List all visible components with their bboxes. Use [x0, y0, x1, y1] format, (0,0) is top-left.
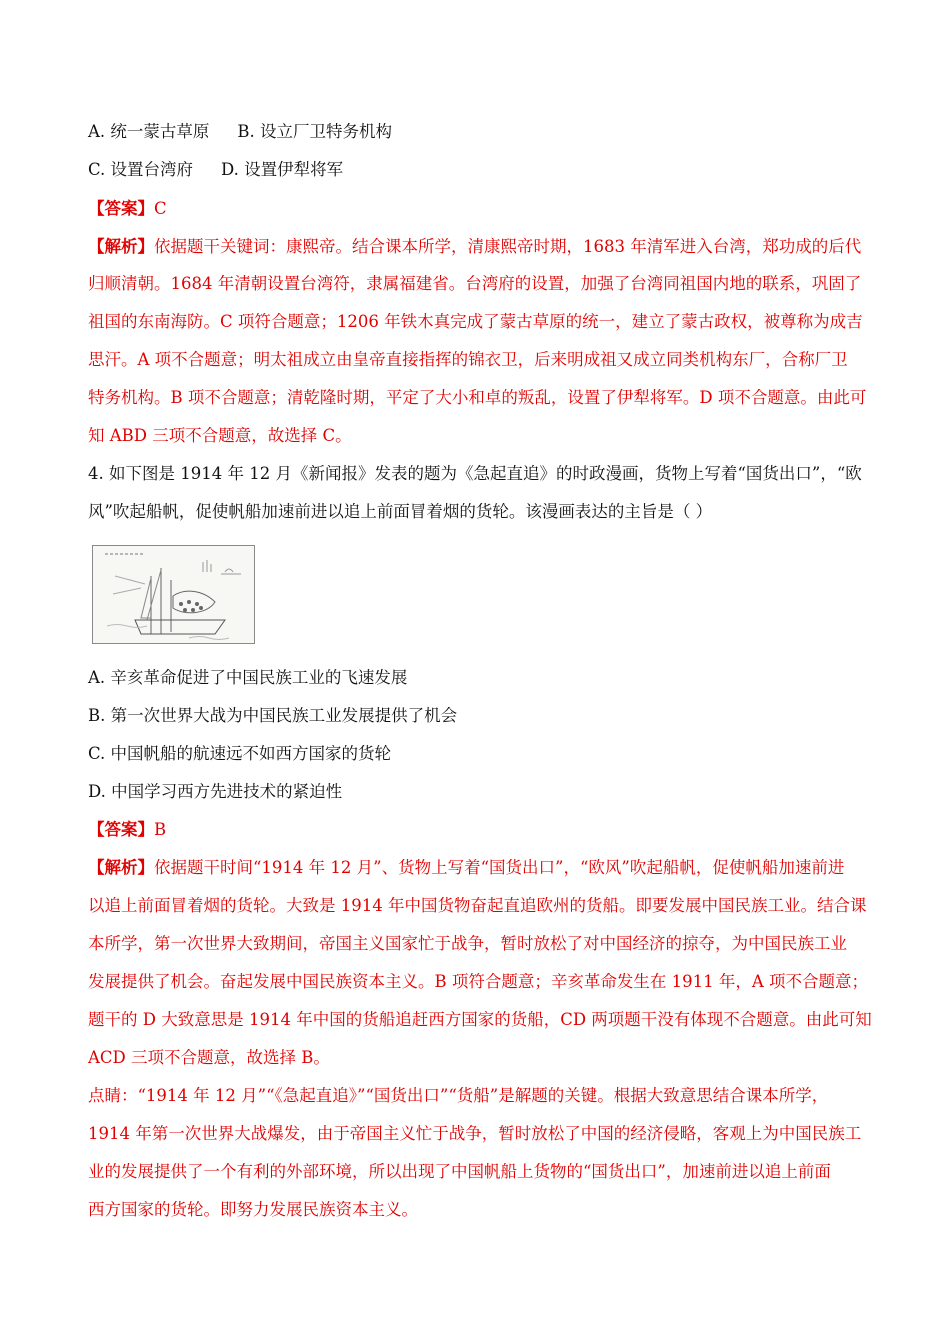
q4-tip-line-1: 点睛：“1914 年 12 月”“《急起直追》”“国货出口”“货船”是解题的关键。根据大致意思结合课本所学，: [88, 1086, 829, 1105]
q4-tip-line-2: 1914 年第一次世界大战爆发，由于帝国主义忙于战争，暂时放松了中国的经济侵略，客观上为中国民族工: [88, 1124, 862, 1143]
q3-answer: [88, 198, 167, 220]
q4-option-c: C. 中国帆船的航速远不如西方国家的货轮: [88, 744, 392, 763]
q4-analysis-line-5: 题干的 D 大致意思是 1914 年中国的货船追赶西方国家的货船，CD 两项题干没有体现不合题意。由此可知: [88, 1010, 872, 1029]
q3-analysis-line-2: 归顺清朝。1684 年清朝设置台湾符，隶属福建省。台湾府的设置，加强了台湾同祖国内地的联系，巩固了: [88, 274, 862, 293]
q4-option-a: A. 辛亥革命促进了中国民族工业的飞速发展: [88, 668, 408, 687]
q4-analysis-line-3: 本所学，第一次世界大致期间，帝国主义国家忙于战争，暂时放松了对中国经济的掠夺，为中国民族工业: [88, 934, 847, 953]
cartoon-image: [92, 545, 255, 644]
q4-tip-line-4: 西方国家的货轮。即努力发展民族资本主义。: [88, 1200, 418, 1219]
q4-analysis-line-4: 发展提供了机会。奋起发展中国民族资本主义。B 项符合题意；辛亥革命发生在 1911 年，A 项不合题意；: [88, 972, 869, 991]
q3-analysis-line-1: [88, 236, 861, 258]
q3-analysis-line-5: 特务机构。B 项不合题意；清乾隆时期，平定了大小和卓的叛乱，设置了伊犁将军。D 项不合题意。由此可: [88, 388, 867, 407]
q4-option-b: B. 第一次世界大战为中国民族工业发展提供了机会: [88, 706, 458, 725]
sailboat-cartoon-drawing: [93, 546, 254, 643]
q4-answer-tag: 【答案】: [88, 820, 154, 839]
q3-answer-tag: 【答案】: [88, 199, 154, 218]
q3-option-d: D. 设置伊犁将军: [221, 160, 344, 179]
q4-analysis-line-1: [88, 857, 844, 879]
q4-answer: [88, 819, 166, 841]
q3-analysis-line-4: 思汗。A 项不合题意；明太祖成立由皇帝直接指挥的锦衣卫，后来明成祖又成立同类机构东厂，合称厂卫: [88, 350, 848, 369]
q4-analysis-line-2: 以追上前面冒着烟的货轮。大致是 1914 年中国货物奋起直追欧州的货船。即要发展中国民族工业。结合课: [88, 896, 867, 915]
q3-analysis-text: 依据题干关键词：康熙帝。结合课本所学，清康熙帝时期，1683 年清军进入台湾，郑功成的后代: [154, 237, 862, 256]
q4-stem-line-2: 风”吹起船帆，促使帆船加速前进以追上前面冒着烟的货轮。该漫画表达的主旨是（ ）: [88, 502, 713, 521]
q3-analysis-tag: 【解析】: [88, 237, 154, 256]
q4-option-d: D. 中国学习西方先进技术的紧迫性: [88, 782, 343, 801]
q4-tip-line-3: 业的发展提供了一个有利的外部环境，所以出现了中国帆船上货物的“国货出口”，加速前进以追上前面: [88, 1162, 831, 1181]
q3-option-a: A. 统一蒙古草原: [88, 122, 210, 141]
q4-analysis-line-6: ACD 三项不合题意，故选择 B。: [88, 1048, 330, 1067]
q3-analysis-line-3: 祖国的东南海防。C 项符合题意；1206 年铁木真完成了蒙古草原的统一，建立了蒙古政权，被尊称为成吉: [88, 312, 863, 331]
q3-option-b: B. 设立厂卫特务机构: [237, 122, 393, 141]
q4-analysis-tag: 【解析】: [88, 858, 154, 877]
q3-options-row-2: [88, 159, 343, 181]
q3-answer-value: C: [154, 199, 167, 218]
q4-answer-value: B: [154, 820, 167, 839]
q3-analysis-line-6: 知 ABD 三项不合题意，故选择 C。: [88, 426, 352, 445]
q3-options-row-1: [88, 121, 392, 143]
q4-stem-line-1: 4. 如下图是 1914 年 12 月《新闻报》发表的题为《急起直追》的时政漫画，货物上写着“国货出口”，“欧: [88, 464, 862, 483]
q4-analysis-text: 依据题干时间“1914 年 12 月”、货物上写着“国货出口”，“欧风”吹起船帆，促使帆船加速前进: [154, 858, 845, 877]
q3-option-c: C. 设置台湾府: [88, 160, 194, 179]
